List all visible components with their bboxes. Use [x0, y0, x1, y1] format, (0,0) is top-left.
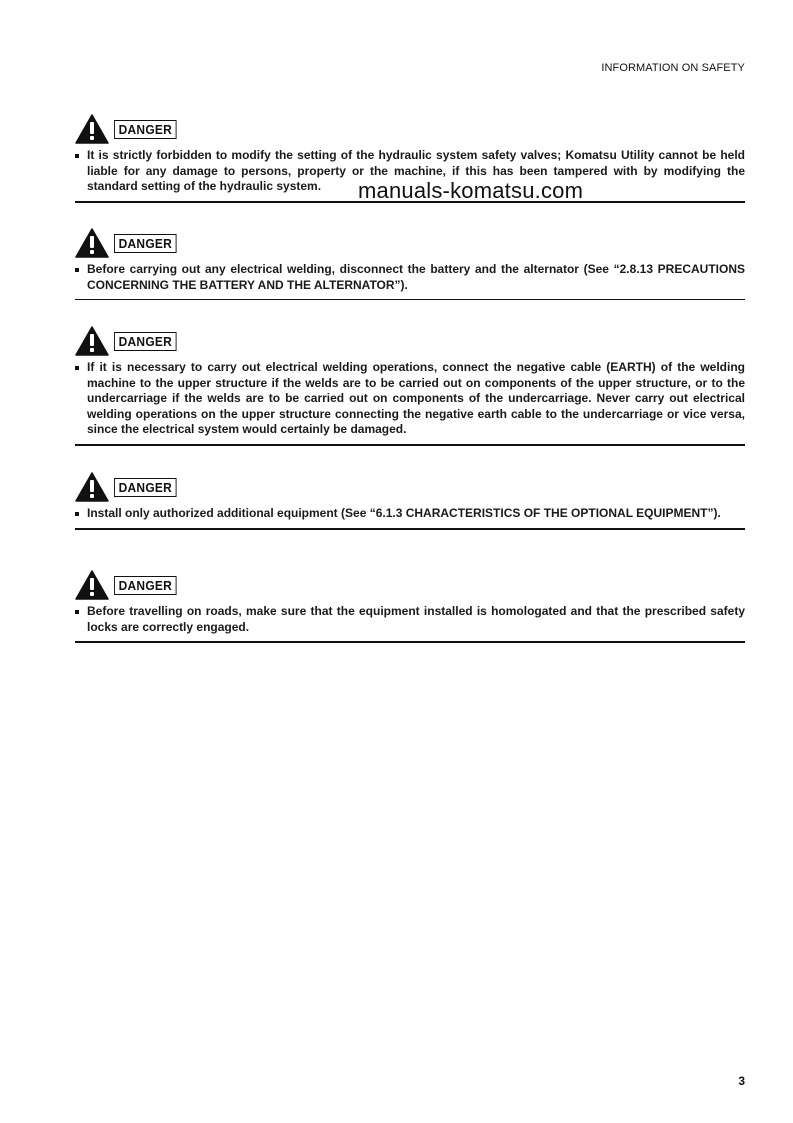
danger-label: DANGER: [114, 120, 177, 139]
danger-heading: [75, 113, 745, 145]
watermark-link[interactable]: manuals-komatsu.com: [358, 178, 584, 203]
danger-heading: [75, 471, 745, 503]
danger-text: Install only authorized additional equipment (See “6.1.3 CHARACTERISTICS OF THE OPTIONAL EQUIPMENT”).: [87, 506, 721, 520]
warning-triangle-icon: [75, 570, 109, 600]
warning-triangle-icon: [75, 228, 109, 258]
bullet-icon: [75, 512, 79, 516]
danger-label: DANGER: [114, 234, 177, 253]
section-divider: [75, 641, 745, 643]
bullet-icon: [75, 154, 79, 158]
bullet-icon: [75, 610, 79, 614]
danger-heading: [75, 569, 745, 601]
danger-text: Before travelling on roads, make sure that the equipment installed is homologated and that the prescribed safety locks are correctly engaged.: [87, 604, 745, 634]
danger-label: DANGER: [114, 332, 177, 351]
danger-item: [75, 360, 745, 438]
danger-section-5: [75, 569, 745, 643]
danger-item: [75, 262, 745, 293]
warning-triangle-icon: [75, 114, 109, 144]
section-divider: [75, 528, 745, 530]
danger-text: It is strictly forbidden to modify the setting of the hydraulic system safety valves; Komatsu Utility cannot be held liable for any damage to persons, property or the machine, if this has been tampered with by modifying the standard setting of the hydraulic system.: [87, 148, 745, 194]
section-divider: [75, 299, 745, 300]
page-number: 3: [738, 1074, 745, 1088]
danger-heading: [75, 325, 745, 357]
danger-section-3: [75, 325, 745, 446]
danger-heading: [75, 227, 745, 259]
warning-triangle-icon: [75, 326, 109, 356]
danger-label: DANGER: [114, 478, 177, 497]
danger-item: [75, 506, 745, 522]
danger-text: If it is necessary to carry out electrical welding operations, connect the negative cable (EARTH) of the welding machine to the upper structure if the welds are to be carried out on components of the upper structure, or to the undercarriage if the welds are to be carried out on components of the undercarriage. Never carry out electrical welding operations on the upper structure connecting the negative earth cable to the undercarriage or vice versa, since the electrical system would certainly be damaged.: [87, 360, 745, 437]
danger-label: DANGER: [114, 576, 177, 595]
running-header: INFORMATION ON SAFETY: [601, 62, 745, 74]
danger-text: Before carrying out any electrical welding, disconnect the battery and the alternator (See “2.8.13 PRECAUTIONS CONCERNING THE BATTERY AND THE ALTERNATOR”).: [87, 262, 745, 292]
bullet-icon: [75, 366, 79, 370]
danger-item: [75, 604, 745, 635]
warning-triangle-icon: [75, 472, 109, 502]
danger-section-2: [75, 227, 745, 300]
danger-section-4: [75, 471, 745, 530]
bullet-icon: [75, 268, 79, 272]
section-divider: [75, 444, 745, 446]
